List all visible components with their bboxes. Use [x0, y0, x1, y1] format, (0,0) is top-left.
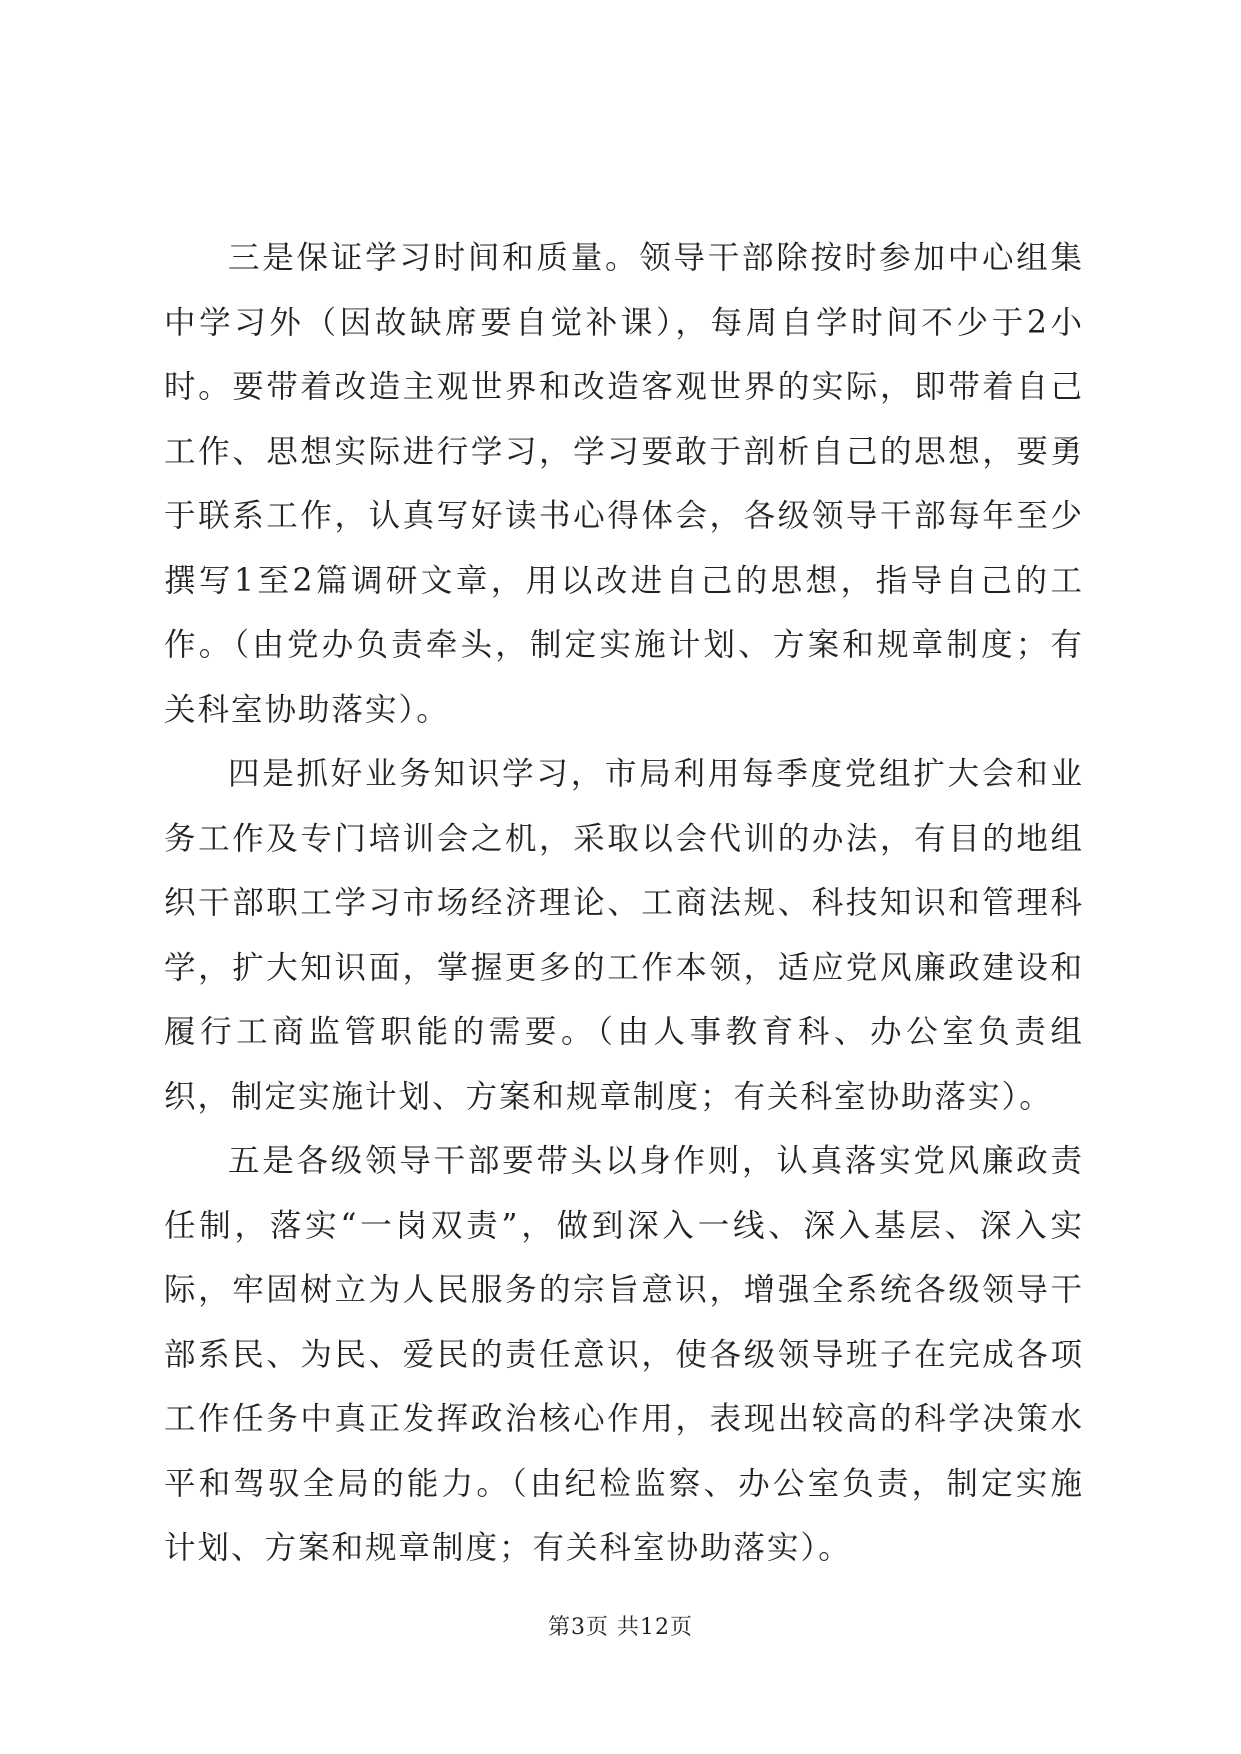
page-footer: 第3页 共12页: [548, 1615, 693, 1640]
document-body: [164, 226, 1084, 1581]
paragraph-3: 五是各级领导干部要带头以身作则，认真落实党风廉政责任制，落实“一岗双责”，做到深入一线、深入基层、深入实际，牢固树立为人民服务的宗旨意识，增强全系统各级领导干部系民、为民、爱民的责任意识，使各级领导班子在完成各项工作任务中真正发挥政治核心作用，表现出较高的科学决策水平和驾驭全局的能力。（由纪检监察、办公室负责，制定实施计划、方案和规章制度；有关科室协助落实）。: [164, 1143, 1084, 1566]
paragraph-2: 四是抓好业务知识学习，市局利用每季度党组扩大会和业务工作及专门培训会之机，采取以会代训的办法，有目的地组织干部职工学习市场经济理论、工商法规、科技知识和管理科学，扩大知识面，掌握更多的工作本领，适应党风廉政建设和履行工商监管职能的需要。（由人事教育科、办公室负责组织，制定实施计划、方案和规章制度；有关科室协助落实）。: [164, 756, 1084, 1115]
paragraph-1: 三是保证学习时间和质量。领导干部除按时参加中心组集中学习外（因故缺席要自觉补课），每周自学时间不少于2小时。要带着改造主观世界和改造客观世界的实际，即带着自己工作、思想实际进行学习，学习要敢于剖析自己的思想，要勇于联系工作，认真写好读书心得体会，各级领导干部每年至少撰写1至2篇调研文章，用以改进自己的思想，指导自己的工作。（由党办负责牵头，制定实施计划、方案和规章制度；有关科室协助落实）。: [164, 240, 1084, 728]
